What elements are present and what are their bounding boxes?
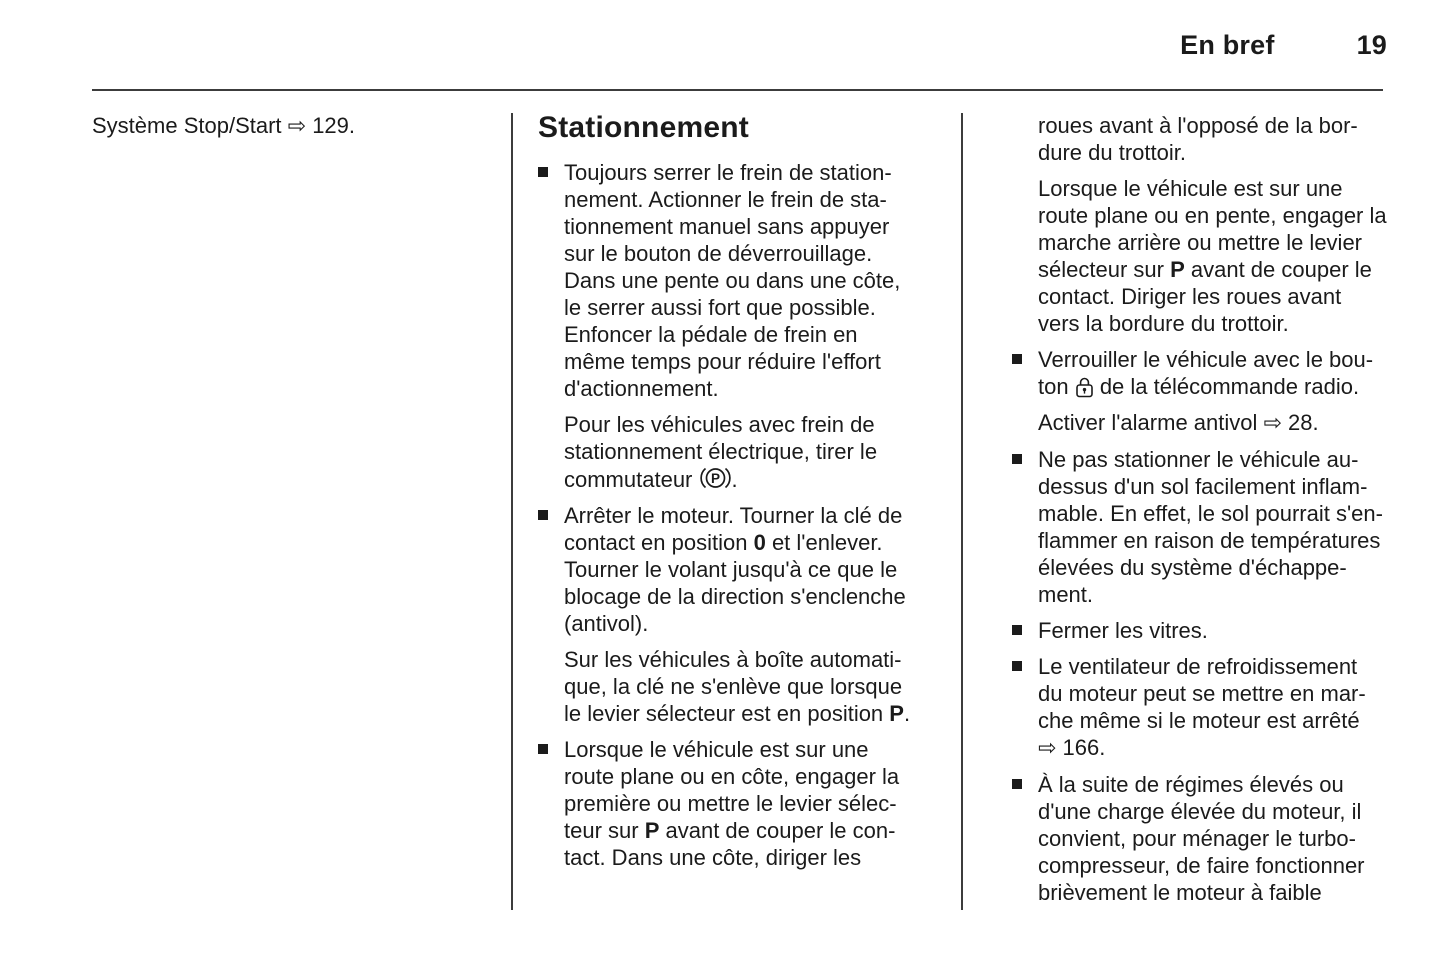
section-heading: Stationnement <box>538 111 749 144</box>
paragraph-text: Fermer les vitres. <box>1038 618 1208 643</box>
page-ref-arrow-icon: ⇨ <box>1038 736 1057 761</box>
paragraph-text: Arrêter le moteur. Tourner la clé de contact en position 0 et l'enlever. Tourner le volant jusqu'à ce que le blocage de la direction s'enclenche (antivol). <box>564 503 906 636</box>
bullet-item <box>538 736 948 871</box>
middle-column <box>538 110 948 880</box>
electric-parking-brake-icon <box>699 465 732 491</box>
paragraph-text: Activer l'alarme antivol ⇨ 28. <box>1038 410 1319 436</box>
bullet-item <box>1012 446 1422 608</box>
paragraph <box>538 646 948 727</box>
paragraph <box>92 112 502 140</box>
paragraph <box>1012 409 1422 437</box>
paragraph-text: Sur les véhicules à boîte automati- que, la clé ne s'enlève que lorsque le levier sélecteur est en position P. <box>564 647 911 726</box>
page-ref-arrow-icon: ⇨ <box>287 114 307 139</box>
paragraph-text: Système Stop/Start ⇨ 129. <box>92 113 356 139</box>
bullet-marker <box>538 510 548 520</box>
paragraph-text: Ne pas stationner le véhicule au- dessus d'un sol facilement inflam- mable. En effet, le sol pourrait s'en- flammer en raison de températures élevées du système d'échappe- ment. <box>1038 447 1383 607</box>
paragraph <box>1012 175 1422 337</box>
column-divider-left <box>511 113 513 910</box>
paragraph-text: Toujours serrer le frein de station- nement. Actionner le frein de sta- tionnement manuel sans appuyer sur le bouton de déverrouillage. Dans une pente ou dans une côte, le serrer aussi fort que possible. Enfoncer la pédale de frein en même temps pour réduire l'effort d'actionnement. <box>564 160 901 401</box>
section-title: En bref <box>1180 30 1275 60</box>
paragraph-text: Lorsque le véhicule est sur une route plane ou en pente, engager la marche arrière ou mettre le levier sélecteur sur P avant de couper le contact. Diriger les roues avant vers la bordure du trottoir. <box>1038 176 1387 336</box>
header-rule <box>92 89 1383 91</box>
bullet-item <box>1012 617 1422 644</box>
bullet-marker <box>1012 779 1022 789</box>
bullet-item <box>538 159 948 402</box>
bullet-marker <box>1012 454 1022 464</box>
paragraph-text: À la suite de régimes élevés ou d'une charge élevée du moteur, il convient, pour ménager le turbo- compresseur, de faire fonctionner brièvement le moteur à faible <box>1038 772 1365 905</box>
bullet-item <box>1012 653 1422 762</box>
paragraph-text: Le ventilateur de refroidissement du moteur peut se mettre en mar- che même si le moteur est arrêté ⇨ 166. <box>1038 654 1366 761</box>
page-header <box>1180 30 1387 61</box>
left-column <box>92 112 502 149</box>
bullet-marker <box>538 744 548 754</box>
page-ref-arrow-icon: ⇨ <box>1263 411 1282 436</box>
paragraph <box>1012 112 1422 166</box>
column-divider-right <box>961 113 963 910</box>
paragraph-text: roues avant à l'opposé de la bor- dure du trottoir. <box>1038 113 1358 165</box>
paragraph-text: Verrouiller le véhicule avec le bou- ton de la télécommande radio. <box>1038 347 1374 399</box>
bullet-marker <box>1012 661 1022 671</box>
bullet-item <box>538 502 948 637</box>
bullet-marker <box>1012 625 1022 635</box>
bullet-marker <box>1012 354 1022 364</box>
bullet-marker <box>538 167 548 177</box>
middle-column-paragraphs <box>538 159 948 871</box>
page-number: 19 <box>1356 30 1387 60</box>
svg-text:P: P <box>710 471 720 486</box>
paragraph-text: Pour les véhicules avec frein de stationnement électrique, tirer le commutateur P . <box>564 412 878 492</box>
paragraph <box>538 411 948 493</box>
bullet-item <box>1012 771 1422 906</box>
lock-icon <box>1075 376 1094 398</box>
right-column <box>1012 112 1422 915</box>
bullet-item <box>1012 346 1422 400</box>
paragraph-text: Lorsque le véhicule est sur une route plane ou en côte, engager la première ou mettre le levier sélec- teur sur P avant de couper le con- tact. Dans une côte, diriger les <box>564 737 900 870</box>
